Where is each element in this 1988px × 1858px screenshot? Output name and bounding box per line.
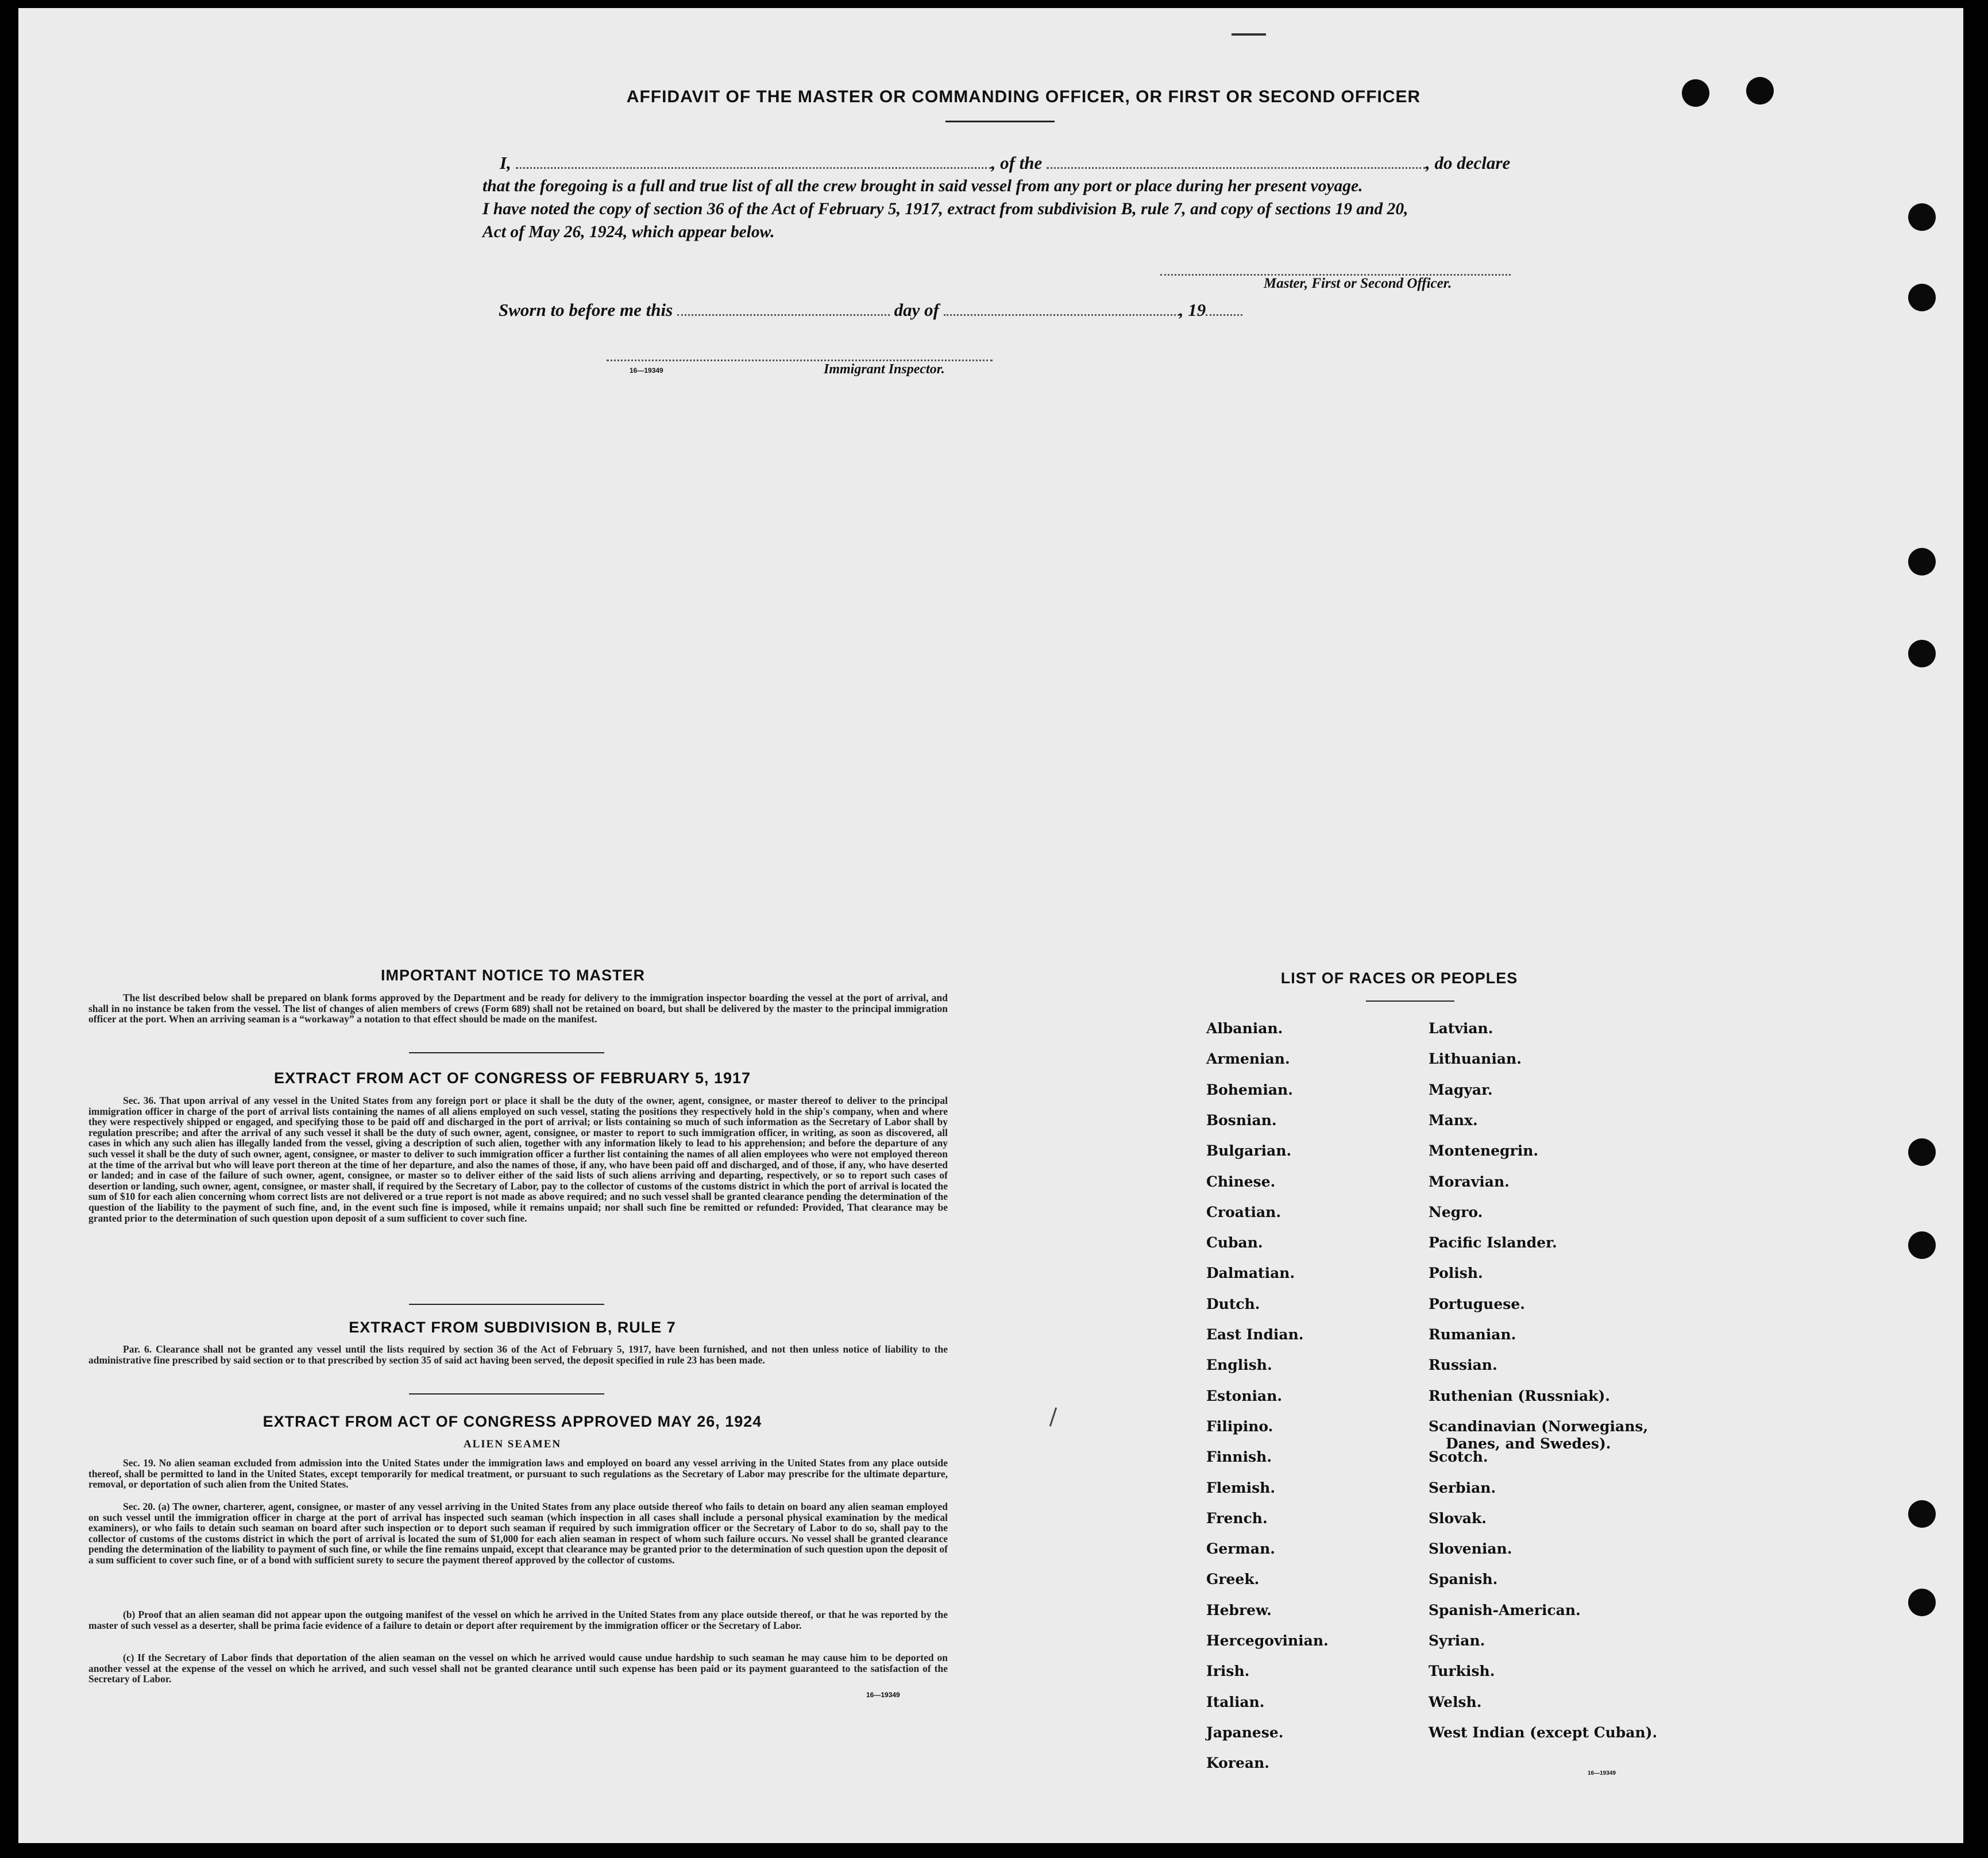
punch-hole	[1908, 1500, 1936, 1528]
race-item: Danes, and Swedes).	[1446, 1435, 1611, 1452]
section-rule	[409, 1304, 604, 1305]
year-prefix: , 19	[1179, 300, 1206, 320]
punch-hole	[1682, 79, 1709, 107]
race-item: Montenegrin.	[1429, 1142, 1539, 1160]
race-item: Japanese.	[1206, 1724, 1284, 1741]
sec20c-text: (c) If the Secretary of Labor finds that deportation of the alien seaman on the vessel on which he arrived would cause undue hardship to such seaman he may cause him to be deported on another vessel at the expense of the vessel on which he arrived, and such vessel shall not be granted clearance until such expense has been paid or its payment guaranteed to the satisfaction of the Secretary of Labor.	[88, 1652, 948, 1685]
race-item: Syrian.	[1429, 1632, 1485, 1649]
race-item: Dalmatian.	[1206, 1265, 1295, 1282]
race-item: Rumanian.	[1429, 1326, 1516, 1343]
race-item: Pacific Islander.	[1429, 1234, 1557, 1251]
punch-hole	[1908, 284, 1936, 311]
race-item: French.	[1206, 1509, 1268, 1527]
race-item: Armenian.	[1206, 1050, 1290, 1068]
race-item: Bulgarian.	[1206, 1142, 1292, 1160]
races-title-rule	[1366, 1001, 1454, 1002]
notice-title: IMPORTANT NOTICE TO MASTER	[381, 967, 645, 984]
declare-label: , do declare	[1426, 153, 1511, 173]
extract-1924-title: EXTRACT FROM ACT OF CONGRESS APPROVED MAY 26, 1924	[263, 1413, 762, 1430]
race-item: Serbian.	[1429, 1479, 1496, 1496]
punch-hole	[1908, 1589, 1936, 1616]
day-of-label: day of	[894, 300, 939, 320]
sworn-year-field[interactable]	[1206, 314, 1242, 316]
sec20a-text: Sec. 20. (a) The owner, charterer, agent, consignee, or master of any vessel arriving in the United States from any place outside thereof who fails to detain on board any alien seaman employed on such vessel until the immigration officer in charge at the port of arrival has inspected such seaman (which inspection in all cases shall include a personal physical examination by the medical examiners), or who fails to detain such seaman on board after such inspection or to deport such seaman if required by such immigration officer or the Secretary of Labor to do so, shall pay to the collector of customs of the customs district in which the port of arrival is located the sum of $1,000 for each alien seaman in respect of whom such failure occurs. No vessel shall be granted clearance pending the determination of the liability to payment of such fine, or while the fine remains unpaid, except that clearance may be granted prior to the determination of such question upon the deposit of a sum sufficient to cover such fine, or of a bond with sufficient surety to secure the payment thereof approved by the collector of customs.	[88, 1501, 948, 1566]
race-item: Spanish.	[1429, 1571, 1498, 1588]
race-item: Dutch.	[1206, 1295, 1260, 1312]
race-item: Magyar.	[1429, 1081, 1493, 1098]
sec20b-text: (b) Proof that an alien seaman did not appear upon the outgoing manifest of the vessel on which he arrived in the United States from any place outside thereof, or that he was reported by the master of such vessel as a deserter, shall be prima facie evidence of a failure to detain or deport after requirement by the immigration officer or the Secretary of Labor.	[88, 1609, 948, 1631]
punch-hole	[1908, 640, 1936, 667]
scan-mark	[1049, 1407, 1057, 1426]
race-item: Croatian.	[1206, 1203, 1281, 1220]
sworn-label: Sworn to before me this	[499, 300, 673, 320]
rule7-text: Par. 6. Clearance shall not be granted any vessel until the lists required by section 36 of the Act of February 5, 1917, have been furnished, and not then unless notice of liability to the administrative fine prescribed by said section or to that prescribed by section 35 of said act having been served, the deposit specified in rule 23 has been made.	[88, 1343, 948, 1366]
race-item: Slovenian.	[1429, 1540, 1512, 1558]
race-item: Estonian.	[1206, 1387, 1283, 1404]
race-item: Scotch.	[1429, 1448, 1488, 1466]
title-rule	[945, 121, 1055, 122]
race-item: German.	[1206, 1540, 1275, 1558]
punch-hole	[1908, 203, 1936, 231]
race-item: Finnish.	[1206, 1448, 1272, 1466]
race-item: Ruthenian (Russniak).	[1429, 1387, 1610, 1404]
races-title: LIST OF RACES OR PEOPLES	[1280, 969, 1518, 987]
race-item: Flemish.	[1206, 1479, 1276, 1496]
race-item: Polish.	[1429, 1265, 1483, 1282]
section-rule	[409, 1052, 604, 1053]
race-item: West Indian (except Cuban).	[1429, 1724, 1658, 1741]
affidavit-form-number: 16—19349	[630, 366, 663, 374]
race-item: Turkish.	[1429, 1663, 1495, 1680]
declarant-prefix: I,	[500, 153, 511, 173]
race-item: Irish.	[1206, 1663, 1250, 1680]
form-sheet	[18, 8, 1963, 1843]
master-signature-label: Master, First or Second Officer.	[1264, 276, 1452, 291]
scan-mark	[1232, 33, 1266, 36]
race-item: Lithuanian.	[1429, 1050, 1522, 1068]
section-rule	[409, 1393, 604, 1395]
declarant-name-field[interactable]	[516, 167, 991, 169]
race-item: Portuguese.	[1429, 1295, 1525, 1312]
race-item: Filipino.	[1206, 1417, 1273, 1435]
races-form-number: 16—19349	[1588, 1770, 1616, 1776]
race-item: Scandinavian (Norwegians,	[1429, 1417, 1649, 1435]
affidavit-title: AFFIDAVIT OF THE MASTER OR COMMANDING OFFICER, OR FIRST OR SECOND OFFICER	[626, 87, 1421, 106]
affidavit-line4: Act of May 26, 1924, which appear below.	[482, 223, 775, 241]
punch-hole	[1908, 1138, 1936, 1166]
race-item: Korean.	[1206, 1755, 1270, 1772]
race-item: Moravian.	[1429, 1173, 1510, 1190]
race-item: Cuban.	[1206, 1234, 1263, 1251]
notice-text: The list described below shall be prepared on blank forms approved by the Department and be ready for delivery to the immigration inspector boarding the vessel at the port of arrival, and shall in no instance be taken from the vessel. The list of changes of alien members of crews (Form 689) shall not be retained on board, but shall be delivered by the master to the principal immigration officer at the port. When an arriving seaman is a “workaway” a notation to that effect should be made on the manifest.	[88, 992, 948, 1025]
race-item: Negro.	[1429, 1203, 1483, 1220]
sec19-text: Sec. 19. No alien seaman excluded from admission into the United States under the immigration laws and employed on board any vessel arriving in the United States from any place outside thereof, shall be permitted to land in the United States, except temporarily for medical treatment, or pursuant to such regulations as the Secretary of Labor may prescribe for the ultimate departure, removal, or deportation of such alien from the United States.	[88, 1457, 948, 1490]
inspector-label: Immigrant Inspector.	[824, 362, 945, 377]
affidavit-line3: I have noted the copy of section 36 of the Act of February 5, 1917, extract from subdivision B, rule 7, and copy of sections 19 and 20,	[482, 200, 1408, 218]
race-item: Hebrew.	[1206, 1601, 1272, 1618]
race-item: Italian.	[1206, 1693, 1265, 1710]
race-item: Albanian.	[1206, 1020, 1283, 1037]
race-item: East Indian.	[1206, 1326, 1304, 1343]
extract-1917-text: Sec. 36. That upon arrival of any vessel in the United States from any foreign port or place it shall be the duty of the owner, agent, consignee, or master thereof to deliver to the principal immigration officer in charge of the port of arrival lists containing the names of all aliens employed on such vessel, stating the positions they respectively hold in the ship's company, when and where they were respectively shipped or engaged, and specifying those to be paid off and discharged in the port of arrival; or lists containing so much of such information as the Secretary of Labor shall by regulation prescribe; and after the arrival of any such vessel it shall be the duty of such owner, agent, consignee, or master to report to such immigration officer, in writing, as soon as discovered, all cases in which any such alien has illegally landed from the vessel, giving a description of such alien, together with any information likely to lead to his apprehension; and before the departure of any such vessel it shall be the duty of such owner, agent, consignee, or master to deliver to such immigration officer a further list containing the names of all alien employees who were not employed thereon at the time of the arrival but who will leave port thereon at the time of her departure, and also the names of those, if any, who have been paid off and discharged, and of those, if any, who have deserted or landed; and in case of the failure of such owner, agent, consignee, or master so to deliver either of the said lists of such aliens arriving and departing, respectively, or so to report such cases of desertion or landing, such owner, agent, consignee, or master shall, if required by the Secretary of Labor, pay to the collector of customs of the customs district in which the port of arrival is located the sum of $10 for each alien concerning whom correct lists are not delivered or a true report is not made as above required; and no such vessel shall be granted clearance pending the determination of the question of the liability to the payment of such fine, and, in the event such fine is imposed, while it remains unpaid; nor shall such fine be remitted or refunded: Provided, That clearance may be granted prior to the determination of such question upon deposit of a sum sufficient to cover such fine.	[88, 1095, 948, 1224]
race-item: Russian.	[1429, 1357, 1497, 1374]
race-item: Slovak.	[1429, 1509, 1487, 1527]
extract-1917-title: EXTRACT FROM ACT OF CONGRESS OF FEBRUARY 5, 1917	[273, 1069, 751, 1087]
inspector-signature-line[interactable]	[607, 360, 993, 361]
race-item: Manx.	[1429, 1111, 1478, 1129]
race-item: Bosnian.	[1206, 1111, 1277, 1129]
race-item: Greek.	[1206, 1571, 1260, 1588]
sworn-month-field[interactable]	[944, 314, 1179, 316]
extract-form-number: 16—19349	[866, 1691, 900, 1699]
race-item: English.	[1206, 1357, 1272, 1374]
race-item: Welsh.	[1429, 1693, 1482, 1710]
affidavit-line1	[500, 153, 1510, 173]
race-item: Hercegovinian.	[1206, 1632, 1329, 1649]
vessel-name-field[interactable]	[1047, 167, 1426, 169]
punch-hole	[1908, 1231, 1936, 1259]
race-item: Latvian.	[1429, 1020, 1493, 1037]
punch-hole	[1746, 77, 1774, 105]
punch-hole	[1908, 548, 1936, 575]
of-the-label: , of the	[991, 153, 1043, 173]
sworn-day-field[interactable]	[677, 314, 890, 316]
race-item: Chinese.	[1206, 1173, 1276, 1190]
race-item: Spanish-American.	[1429, 1601, 1581, 1618]
alien-seamen-subtitle: ALIEN SEAMEN	[463, 1438, 562, 1450]
affidavit-line2: that the foregoing is a full and true list of all the crew brought in said vessel from any port or place during her present voyage.	[482, 177, 1363, 195]
rule7-title: EXTRACT FROM SUBDIVISION B, RULE 7	[349, 1319, 676, 1336]
race-item: Bohemian.	[1206, 1081, 1293, 1098]
sworn-line	[499, 300, 1242, 320]
